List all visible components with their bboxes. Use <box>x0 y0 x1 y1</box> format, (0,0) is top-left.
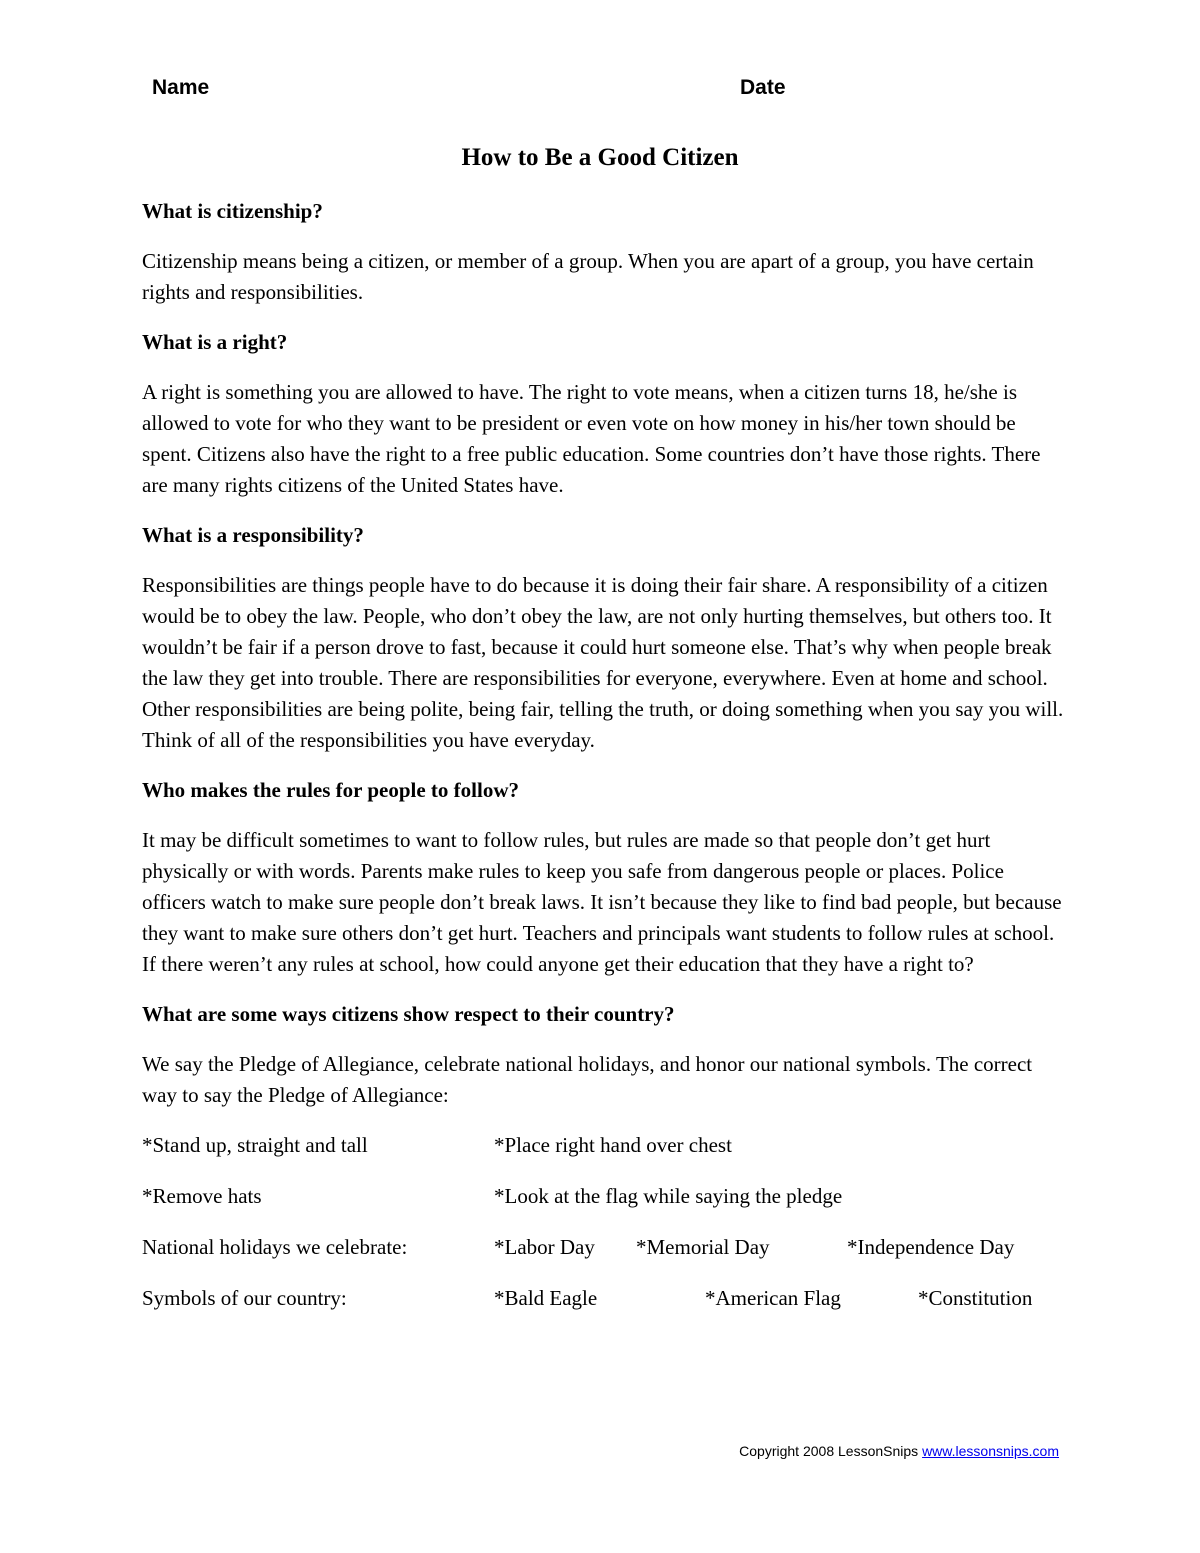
answer-citizenship: Citizenship means being a citizen, or member of a group. When you are apart of a group, you have certain rights and responsibilities. <box>142 249 1034 304</box>
question-citizenship: What is citizenship? <box>142 199 323 223</box>
holiday-item: *Labor Day <box>494 1235 595 1259</box>
question-responsibility: What is a responsibility? <box>142 523 364 547</box>
holidays-row <box>142 1232 1067 1263</box>
answer-right: A right is something you are allowed to have. The right to vote means, when a citizen turns 18, he/she is allowed to vote for who they want to be president or even vote on how money in his/her town should be spent. Citizens also have the right to a free public education. Some countries don’t have those rights. There are many rights citizens of the United States have. <box>142 380 1041 497</box>
holiday-item: *Independence Day <box>847 1235 1015 1259</box>
answer-responsibility: Responsibilities are things people have to do because it is doing their fair share. A responsibility of a citizen would be to obey the law. People, who don’t obey the law, are not only hurting themselves, but others too. It wouldn’t be fair if a person drove to fast, because it could hurt someone else. That’s why when people break the law they get into trouble. There are responsibilities for everyone, everywhere. Even at home and school. Other responsibilities are being polite, being fair, telling the truth, or doing something when you say you will. Think of all of the responsibilities you have everyday. <box>142 573 1064 752</box>
lessonsnips-link[interactable]: www.lessonsnips.com <box>922 1443 1059 1459</box>
question-right: What is a right? <box>142 330 288 354</box>
holiday-item: *Memorial Day <box>636 1235 770 1259</box>
pledge-step: *Remove hats <box>142 1184 262 1208</box>
pledge-step: *Stand up, straight and tall <box>142 1133 368 1157</box>
symbols-label: Symbols of our country: <box>142 1286 347 1310</box>
worksheet-body <box>142 196 1067 1334</box>
answer-respect: We say the Pledge of Allegiance, celebrate national holidays, and honor our national symbols. The correct way to say the Pledge of Allegiance: <box>142 1052 1033 1107</box>
date-label: Date <box>740 76 786 99</box>
copyright-text: Copyright 2008 LessonSnips <box>739 1443 919 1459</box>
pledge-row-1 <box>142 1130 1067 1161</box>
symbols-row <box>142 1283 1067 1314</box>
holidays-label: National holidays we celebrate: <box>142 1235 408 1259</box>
symbol-item: *American Flag <box>705 1286 841 1310</box>
question-respect: What are some ways citizens show respect to their country? <box>142 1002 675 1026</box>
symbol-item: *Constitution <box>918 1286 1033 1310</box>
copyright-footer <box>739 1442 1059 1460</box>
question-rules: Who makes the rules for people to follow? <box>142 778 520 802</box>
symbol-item: *Bald Eagle <box>494 1286 598 1310</box>
name-label: Name <box>152 76 210 99</box>
pledge-row-2 <box>142 1181 1067 1212</box>
pledge-step: *Place right hand over chest <box>494 1133 732 1157</box>
pledge-step: *Look at the flag while saying the pledge <box>494 1184 843 1208</box>
page-title: How to Be a Good Citizen <box>461 144 739 171</box>
answer-rules: It may be difficult sometimes to want to follow rules, but rules are made so that people don’t get hurt physically or with words. Parents make rules to keep you safe from dangerous people or places. Police officers watch to make sure people don’t break laws. It isn’t because they like to find bad people, but because they want to make sure others don’t get hurt. Teachers and principals want students to follow rules at school. If there weren’t any rules at school, how could anyone get their education that they have a right to? <box>142 828 1062 976</box>
